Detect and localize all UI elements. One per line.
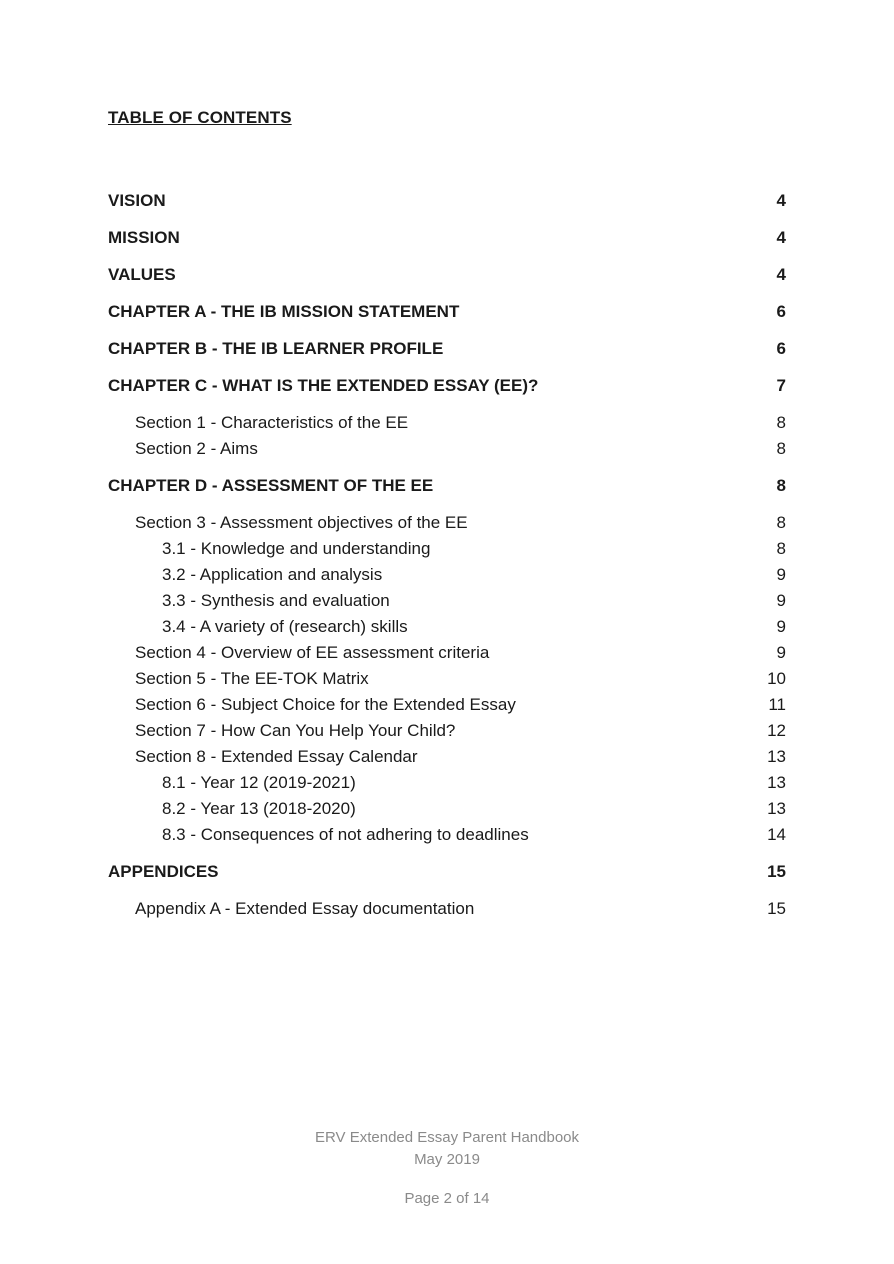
toc-entry-page-number: 15 [767, 899, 786, 918]
toc-section-entry[interactable] [108, 510, 786, 536]
toc-entry-title: Section 2 - Aims [135, 439, 258, 458]
toc-entry-page-number: 4 [776, 265, 786, 284]
toc-entry-page-number: 9 [776, 643, 786, 662]
toc-section-entry[interactable] [108, 718, 786, 744]
toc-chapter-entry[interactable] [108, 473, 786, 510]
toc-entry-page-number: 4 [776, 228, 786, 247]
toc-entry-title: Section 5 - The EE-TOK Matrix [135, 669, 369, 688]
toc-entry-title: CHAPTER B - THE IB LEARNER PROFILE [108, 339, 444, 358]
toc-section-entry[interactable] [108, 744, 786, 770]
toc-section-entry[interactable] [108, 896, 786, 922]
toc-entry-title: Section 1 - Characteristics of the EE [135, 413, 409, 432]
toc-chapter-entry[interactable] [108, 373, 786, 410]
toc-entry-page-number: 13 [767, 799, 786, 818]
toc-entry-page-number: 6 [776, 302, 786, 321]
toc-entry-title: 3.4 - A variety of (research) skills [162, 617, 408, 636]
toc-entry-page-number: 13 [767, 747, 786, 766]
toc-entry-page-number: 8 [776, 413, 786, 432]
toc-entry-title: CHAPTER C - WHAT IS THE EXTENDED ESSAY (EE)? [108, 376, 539, 395]
toc-section-entry[interactable] [108, 692, 786, 718]
toc-entry-title: APPENDICES [108, 862, 219, 881]
toc-section-entry[interactable] [108, 640, 786, 666]
toc-section-entry[interactable] [108, 770, 786, 796]
toc-section-entry[interactable] [108, 436, 786, 462]
toc-section-entry[interactable] [108, 822, 786, 848]
toc-chapter-entry[interactable] [108, 225, 786, 262]
toc-section-entry[interactable] [108, 666, 786, 692]
toc-entry-title: 3.1 - Knowledge and understanding [162, 539, 431, 558]
toc-entry-title: 3.3 - Synthesis and evaluation [162, 591, 390, 610]
toc-section-entry[interactable] [108, 796, 786, 822]
toc-entry-title: Section 6 - Subject Choice for the Extended Essay [135, 695, 516, 714]
toc-section-entry[interactable] [108, 588, 786, 614]
toc-entry-title: 8.3 - Consequences of not adhering to deadlines [162, 825, 529, 844]
toc-entry-title: VALUES [108, 265, 176, 284]
toc-entry-page-number: 9 [776, 591, 786, 610]
toc-entry-title: Section 4 - Overview of EE assessment criteria [135, 643, 490, 662]
footer-page-number: Page 2 of 14 [404, 1190, 490, 1207]
toc-chapter-entry[interactable] [108, 859, 786, 896]
toc-entry-page-number: 9 [776, 617, 786, 636]
toc-entry-title: Section 8 - Extended Essay Calendar [135, 747, 418, 766]
toc-chapter-entry[interactable] [108, 188, 786, 225]
toc-entry-title: MISSION [108, 228, 180, 247]
toc-entry-title: 8.2 - Year 13 (2018-2020) [162, 799, 356, 818]
table-of-contents [108, 188, 786, 922]
toc-entry-page-number: 13 [767, 773, 786, 792]
footer-date: May 2019 [414, 1151, 480, 1168]
toc-chapter-entry[interactable] [108, 262, 786, 299]
toc-section-entry[interactable] [108, 410, 786, 436]
toc-chapter-entry[interactable] [108, 336, 786, 373]
toc-entry-title: CHAPTER A - THE IB MISSION STATEMENT [108, 302, 460, 321]
toc-section-entry[interactable] [108, 562, 786, 588]
toc-entry-page-number: 7 [776, 376, 786, 395]
toc-heading: TABLE OF CONTENTS [108, 108, 292, 127]
toc-entry-page-number: 9 [776, 565, 786, 584]
toc-section-entry[interactable] [108, 614, 786, 640]
toc-entry-page-number: 8 [776, 439, 786, 458]
toc-entry-page-number: 10 [767, 669, 786, 688]
footer-document-title: ERV Extended Essay Parent Handbook [314, 1129, 580, 1146]
toc-entry-page-number: 14 [767, 825, 786, 844]
toc-entry-title: CHAPTER D - ASSESSMENT OF THE EE [108, 476, 434, 495]
toc-chapter-entry[interactable] [108, 299, 786, 336]
toc-entry-page-number: 15 [767, 862, 786, 881]
toc-entry-page-number: 6 [776, 339, 786, 358]
toc-entry-title: Appendix A - Extended Essay documentation [135, 899, 475, 918]
toc-entry-page-number: 8 [776, 539, 786, 558]
toc-entry-page-number: 12 [767, 721, 786, 740]
toc-section-entry[interactable] [108, 536, 786, 562]
toc-entry-page-number: 8 [776, 476, 786, 495]
toc-entry-title: VISION [108, 191, 166, 210]
toc-entry-title: 8.1 - Year 12 (2019-2021) [162, 773, 356, 792]
toc-entry-title: Section 3 - Assessment objectives of the EE [135, 513, 468, 532]
toc-entry-title: 3.2 - Application and analysis [162, 565, 383, 584]
toc-entry-title: Section 7 - How Can You Help Your Child? [135, 721, 456, 740]
toc-entry-page-number: 4 [776, 191, 786, 210]
toc-entry-page-number: 11 [768, 695, 786, 714]
toc-entry-page-number: 8 [776, 513, 786, 532]
